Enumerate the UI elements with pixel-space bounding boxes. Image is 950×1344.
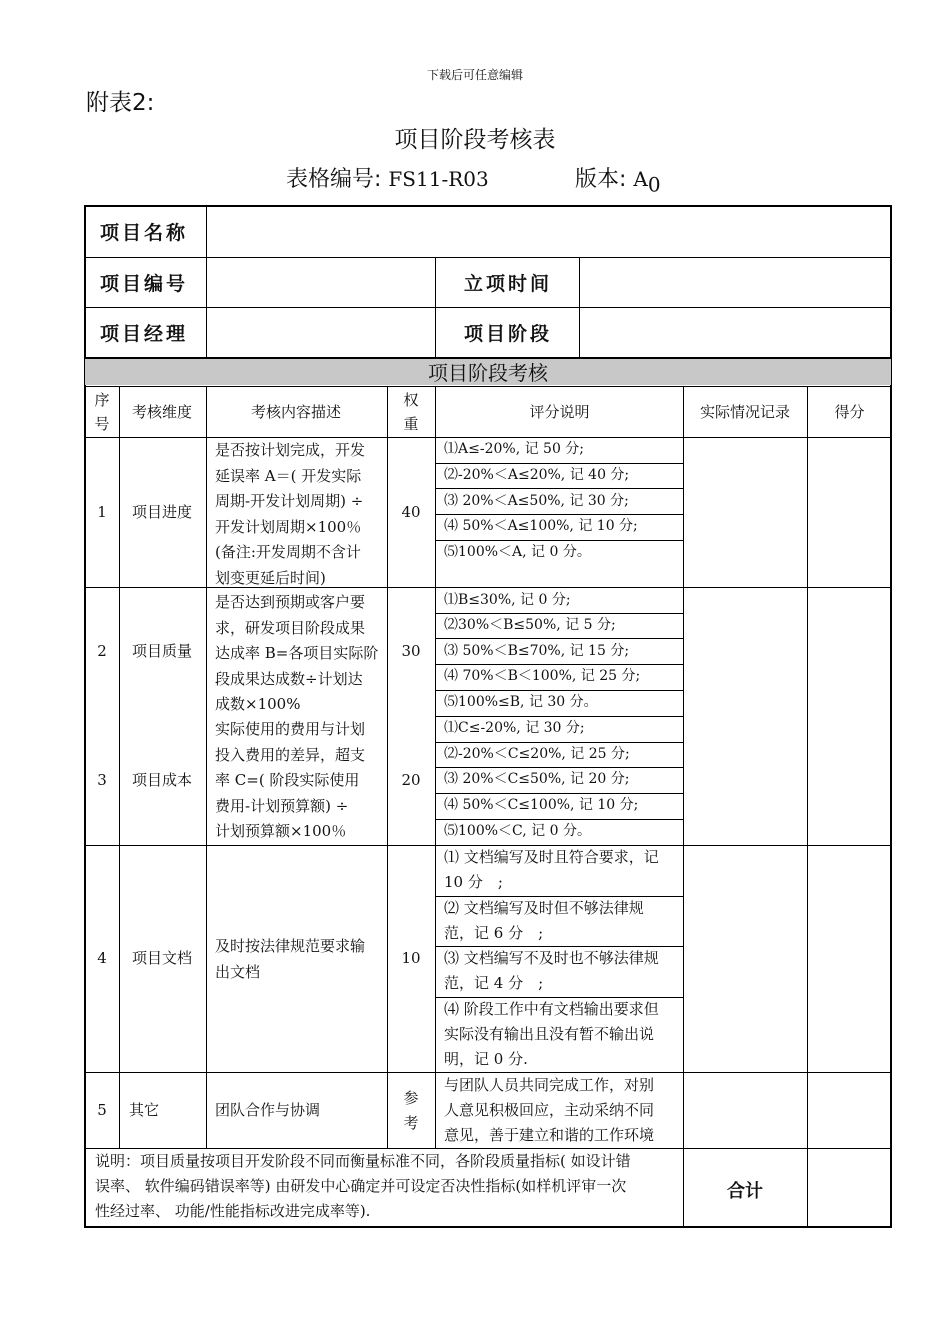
row1-seq: 1 [97, 503, 107, 521]
desc-line: 计划预算额×100％ [215, 822, 347, 840]
row2-weight: 30 [401, 642, 421, 660]
form-number-label: 表格编号: [286, 167, 382, 192]
desc-line: 是否达到预期或客户要 [215, 593, 366, 611]
row1-weight: 40 [401, 503, 421, 521]
row1-criterion-5: ⑸100%＜A, 记 0 分。 [444, 544, 591, 560]
row2-dimension: 项目质量 [131, 642, 192, 660]
criterion-line: ⑵ 文档编写及时但不够法律规 [444, 899, 644, 917]
grid-line-v [435, 257, 436, 357]
row2-criterion-2: ⑵30%＜B≤50%, 记 5 分; [444, 617, 616, 633]
version-sub: 0 [647, 172, 661, 197]
desc-line: 段成果达成数÷计划达 [215, 669, 363, 688]
row4-criterion-3 [444, 946, 659, 996]
desc-line: 投入费用的差异，超支 [215, 745, 366, 764]
criterion-line: 实际没有输出且没有暂不输出说 [444, 1025, 655, 1043]
version-value: A [633, 167, 648, 191]
grid-line-v [206, 206, 207, 357]
row3-criterion-2: ⑵-20%＜C≤20%, 记 25 分; [444, 746, 630, 762]
desc-line: 周期-开发计划周期) ÷ [215, 492, 364, 510]
criterion-line: 范，记 6 分 ; [444, 924, 544, 942]
label-project-stage: 项目阶段 [464, 323, 553, 345]
total-label: 合计 [727, 1181, 763, 1202]
criterion-line: ⑶ 文档编写不及时也不够法律规 [444, 949, 659, 967]
note-line: 说明：项目质量按项目开发阶段不同而衡量标准不同，各阶段质量指标( 如设计错 [95, 1152, 631, 1170]
note-line: 性经过率、 功能/性能指标改进完成率等). [95, 1202, 371, 1220]
row1-description [215, 438, 365, 591]
col-score: 得分 [834, 403, 865, 421]
desc-line: 及时按法律规范要求输 [215, 937, 366, 955]
label-setup-time: 立项时间 [464, 273, 553, 295]
note-line: 误率、 软件编码错误率等) 由研发中心确定并可设定否决性指标(如样机评审一次 [95, 1177, 627, 1195]
form-title: 项目阶段考核表 [394, 127, 556, 153]
row4-description [215, 934, 365, 985]
label-project-number: 项目编号 [100, 273, 189, 295]
desc-line: 率 C=( 阶段实际使用 [215, 771, 360, 789]
criterion-line: 人意见积极回应，主动采纳不同 [444, 1101, 655, 1119]
criterion-line: 与团队人员共同完成工作，对别 [444, 1076, 655, 1094]
row1-dimension: 项目进度 [131, 503, 192, 521]
row3-criterion-5: ⑸100%＜C, 记 0 分。 [444, 823, 591, 839]
desc-line: 实际使用的费用与计划 [215, 720, 366, 738]
desc-line: 是否按计划完成，开发 [215, 441, 366, 459]
row3-criterion-4: ⑷ 50%＜C≤100%, 记 10 分; [444, 797, 639, 813]
project-number-field[interactable] [208, 258, 434, 306]
project-manager-field[interactable] [208, 308, 434, 356]
top-note: 下载后可任意编辑 [426, 68, 523, 82]
footer-note [95, 1149, 631, 1224]
form-number [286, 162, 489, 193]
row3-dimension: 项目成本 [131, 771, 192, 789]
row2-criterion-4: ⑷ 70%＜B＜100%, 记 25 分; [444, 668, 641, 684]
desc-line: 成数×100% [215, 695, 301, 713]
row2-criterion-3: ⑶ 50%＜B≤70%, 记 15 分; [444, 643, 630, 659]
version-label: 版本: [575, 167, 627, 192]
criterion-line: 范，记 4 分 ; [444, 974, 544, 992]
row3-weight: 20 [401, 771, 421, 789]
attachment-label: 附表2: [86, 90, 155, 116]
row1-criterion-1: ⑴A≤-20%, 记 50 分; [444, 441, 585, 457]
row1-criterion-2: ⑵-20%＜A≤20%, 记 40 分; [444, 467, 630, 483]
col-actual: 实际情况记录 [699, 403, 790, 421]
project-stage-field[interactable] [582, 308, 890, 356]
total-score-field[interactable] [808, 1150, 891, 1226]
desc-line: (备注:开发周期不含计 [215, 543, 361, 561]
row4-dimension: 项目文档 [131, 949, 192, 967]
setup-time-field[interactable] [582, 258, 890, 306]
row4-weight: 10 [401, 949, 421, 967]
row5-criteria [444, 1073, 654, 1148]
row5-weight-top: 参 [403, 1089, 419, 1107]
row1-criterion-4: ⑷ 50%＜A≤100%, 记 10 分; [444, 518, 638, 534]
criterion-line: ⑷ 阶段工作中有文档输出要求但 [444, 1000, 659, 1018]
col-seq-top: 序 [94, 391, 110, 409]
row2-criterion-5: ⑸100%≤B, 记 30 分。 [444, 694, 598, 710]
row2-criterion-1: ⑴B≤30%, 记 0 分; [444, 592, 571, 608]
desc-line: 团队合作与协调 [215, 1101, 321, 1119]
row2-seq: 2 [97, 642, 107, 660]
row4-seq: 4 [97, 949, 107, 967]
desc-line: 达成率 B=各项目实际阶 [215, 644, 379, 662]
row3-criterion-1: ⑴C≤-20%, 记 30 分; [444, 720, 585, 736]
col-seq-bottom: 号 [94, 415, 110, 433]
label-project-manager: 项目经理 [100, 323, 189, 345]
desc-line: 费用-计划预算额) ÷ [215, 796, 349, 815]
form-number-value: FS11-R03 [388, 167, 489, 191]
desc-line: 出文档 [215, 962, 261, 981]
col-content: 考核内容描述 [250, 403, 341, 421]
row5-dimension: 其它 [129, 1101, 160, 1119]
row1-criterion-3: ⑶ 20%＜A≤50%, 记 30 分; [444, 493, 629, 509]
desc-line: 划变更延后时间) [215, 568, 326, 587]
section-title: 项目阶段考核 [428, 361, 548, 385]
version [575, 162, 661, 196]
row3-seq: 3 [97, 771, 107, 789]
grid-line-v [206, 386, 207, 1148]
criterion-line: 意见，善于建立和谐的工作环境 [444, 1126, 655, 1144]
col-weight-bottom: 重 [403, 415, 419, 433]
desc-line: 延误率 A＝( 开发实际 [215, 466, 362, 485]
label-project-name: 项目名称 [100, 222, 189, 244]
row3-description [215, 717, 365, 845]
row5-description [215, 1098, 320, 1124]
row4-criterion-2 [444, 896, 644, 946]
row4-criterion-1 [444, 845, 659, 895]
row5-weight-bottom: 考 [403, 1114, 419, 1132]
col-scoring: 评分说明 [529, 403, 590, 421]
grid-line-v [683, 386, 684, 1228]
grid-line-v [807, 386, 808, 1228]
col-dimension: 考核维度 [131, 403, 192, 421]
desc-line: 开发计划周期×100％ [215, 517, 362, 536]
criterion-line: 10 分 ; [444, 873, 503, 891]
criterion-line: 明，记 0 分. [444, 1050, 528, 1068]
criterion-line: ⑴ 文档编写及时且符合要求，记 [444, 848, 659, 866]
col-weight-top: 权 [403, 391, 419, 409]
row3-criterion-3: ⑶ 20%＜C≤50%, 记 20 分; [444, 771, 630, 787]
project-name-field[interactable] [208, 208, 890, 256]
grid-line-v [579, 257, 580, 357]
row4-criterion-4 [444, 997, 659, 1072]
row2-description [215, 590, 378, 718]
row5-seq: 5 [97, 1101, 107, 1119]
grid-line-v [435, 386, 436, 1148]
desc-line: 求，研发项目阶段成果 [215, 618, 366, 637]
